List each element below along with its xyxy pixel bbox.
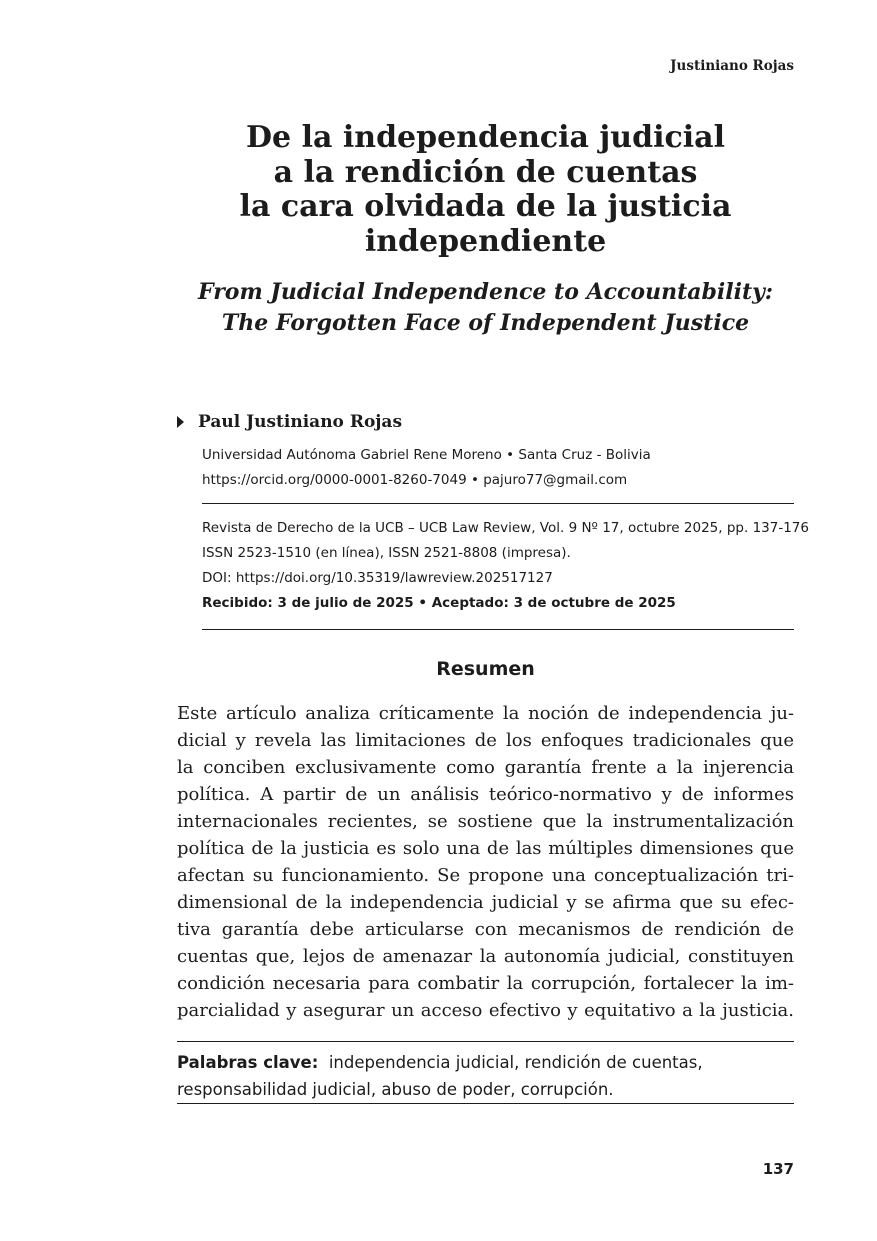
abstract-line: condición necesaria para combatir la corrupción, fortalecer la im- [177,973,794,994]
abstract-line: parcialidad y asegurar un acceso efectivo y equitativo a la justicia. [177,1000,794,1021]
title-english-line: From Judicial Independence to Accountability: [197,279,774,305]
abstract-line: afectan su funcionamiento. Se propone una conceptualización tri- [177,865,794,886]
abstract-line: internacionales recientes, se sostiene que la instrumentalización [177,811,794,832]
issn: ISSN 2523-1510 (en línea), ISSN 2521-8808 (impresa). [202,545,571,561]
title-spanish-line: independiente [364,223,607,259]
keywords-label: Palabras clave: [177,1053,319,1072]
abstract-line: cuentas que, lejos de amenazar la autonomía judicial, constituyen [177,946,794,967]
title-spanish-line: De la independencia judicial [246,120,725,155]
author-affiliation-block [202,443,794,493]
divider [202,503,794,504]
author-row [177,412,402,432]
author-contact: https://orcid.org/0000-0001-8260-7049 • pajuro77@gmail.com [202,472,628,488]
abstract-line: política. A partir de un análisis teórico-normativo y de informes [177,784,794,805]
received-accepted-dates: Recibido: 3 de julio de 2025 • Aceptado: 3 de octubre de 2025 [202,595,676,611]
running-head: Justiniano Rojas [670,58,794,74]
abstract-line: política de la justicia es solo una de las múltiples dimensiones que [177,838,794,859]
title-spanish-line: la cara olvidada de la justicia [239,189,732,224]
keywords [177,1049,794,1103]
page-number: 137 [762,1160,794,1178]
abstract-line: tiva garantía debe articularse con mecanismos de rendición de [177,919,794,940]
journal-citation: Revista de Derecho de la UCB – UCB Law Review, Vol. 9 Nº 17, octubre 2025, pp. 137-176 [202,520,809,536]
abstract-body [177,700,794,1024]
divider [177,1041,794,1042]
divider [177,1103,794,1104]
title-english [177,277,794,339]
abstract-line: dimensional de la independencia judicial y se afirma que su efec- [177,892,794,913]
doi: DOI: https://doi.org/10.35319/lawreview.202517127 [202,570,553,586]
abstract-line: Este artículo analiza críticamente la noción de independencia ju- [177,703,794,724]
abstract-line: dicial y revela las limitaciones de los enfoques tradicionales que [177,730,794,751]
title-spanish [177,121,794,259]
triangle-bullet-icon [177,416,184,428]
author-name: Paul Justiniano Rojas [198,412,403,432]
keywords-text: independencia judicial, rendición de cuentas, responsabilidad judicial, abuso de poder, corrupción. [177,1053,703,1099]
author-affiliation: Universidad Autónoma Gabriel Rene Moreno • Santa Cruz - Bolivia [202,447,651,463]
title-spanish-line: a la rendición de cuentas [273,154,698,190]
divider [202,629,794,630]
title-block [177,121,794,339]
title-english-line: The Forgotten Face of Independent Justice [221,310,750,336]
publication-info [202,516,809,616]
abstract-heading: Resumen [436,658,535,680]
abstract-line: la conciben exclusivamente como garantía frente a la injerencia [177,757,794,778]
